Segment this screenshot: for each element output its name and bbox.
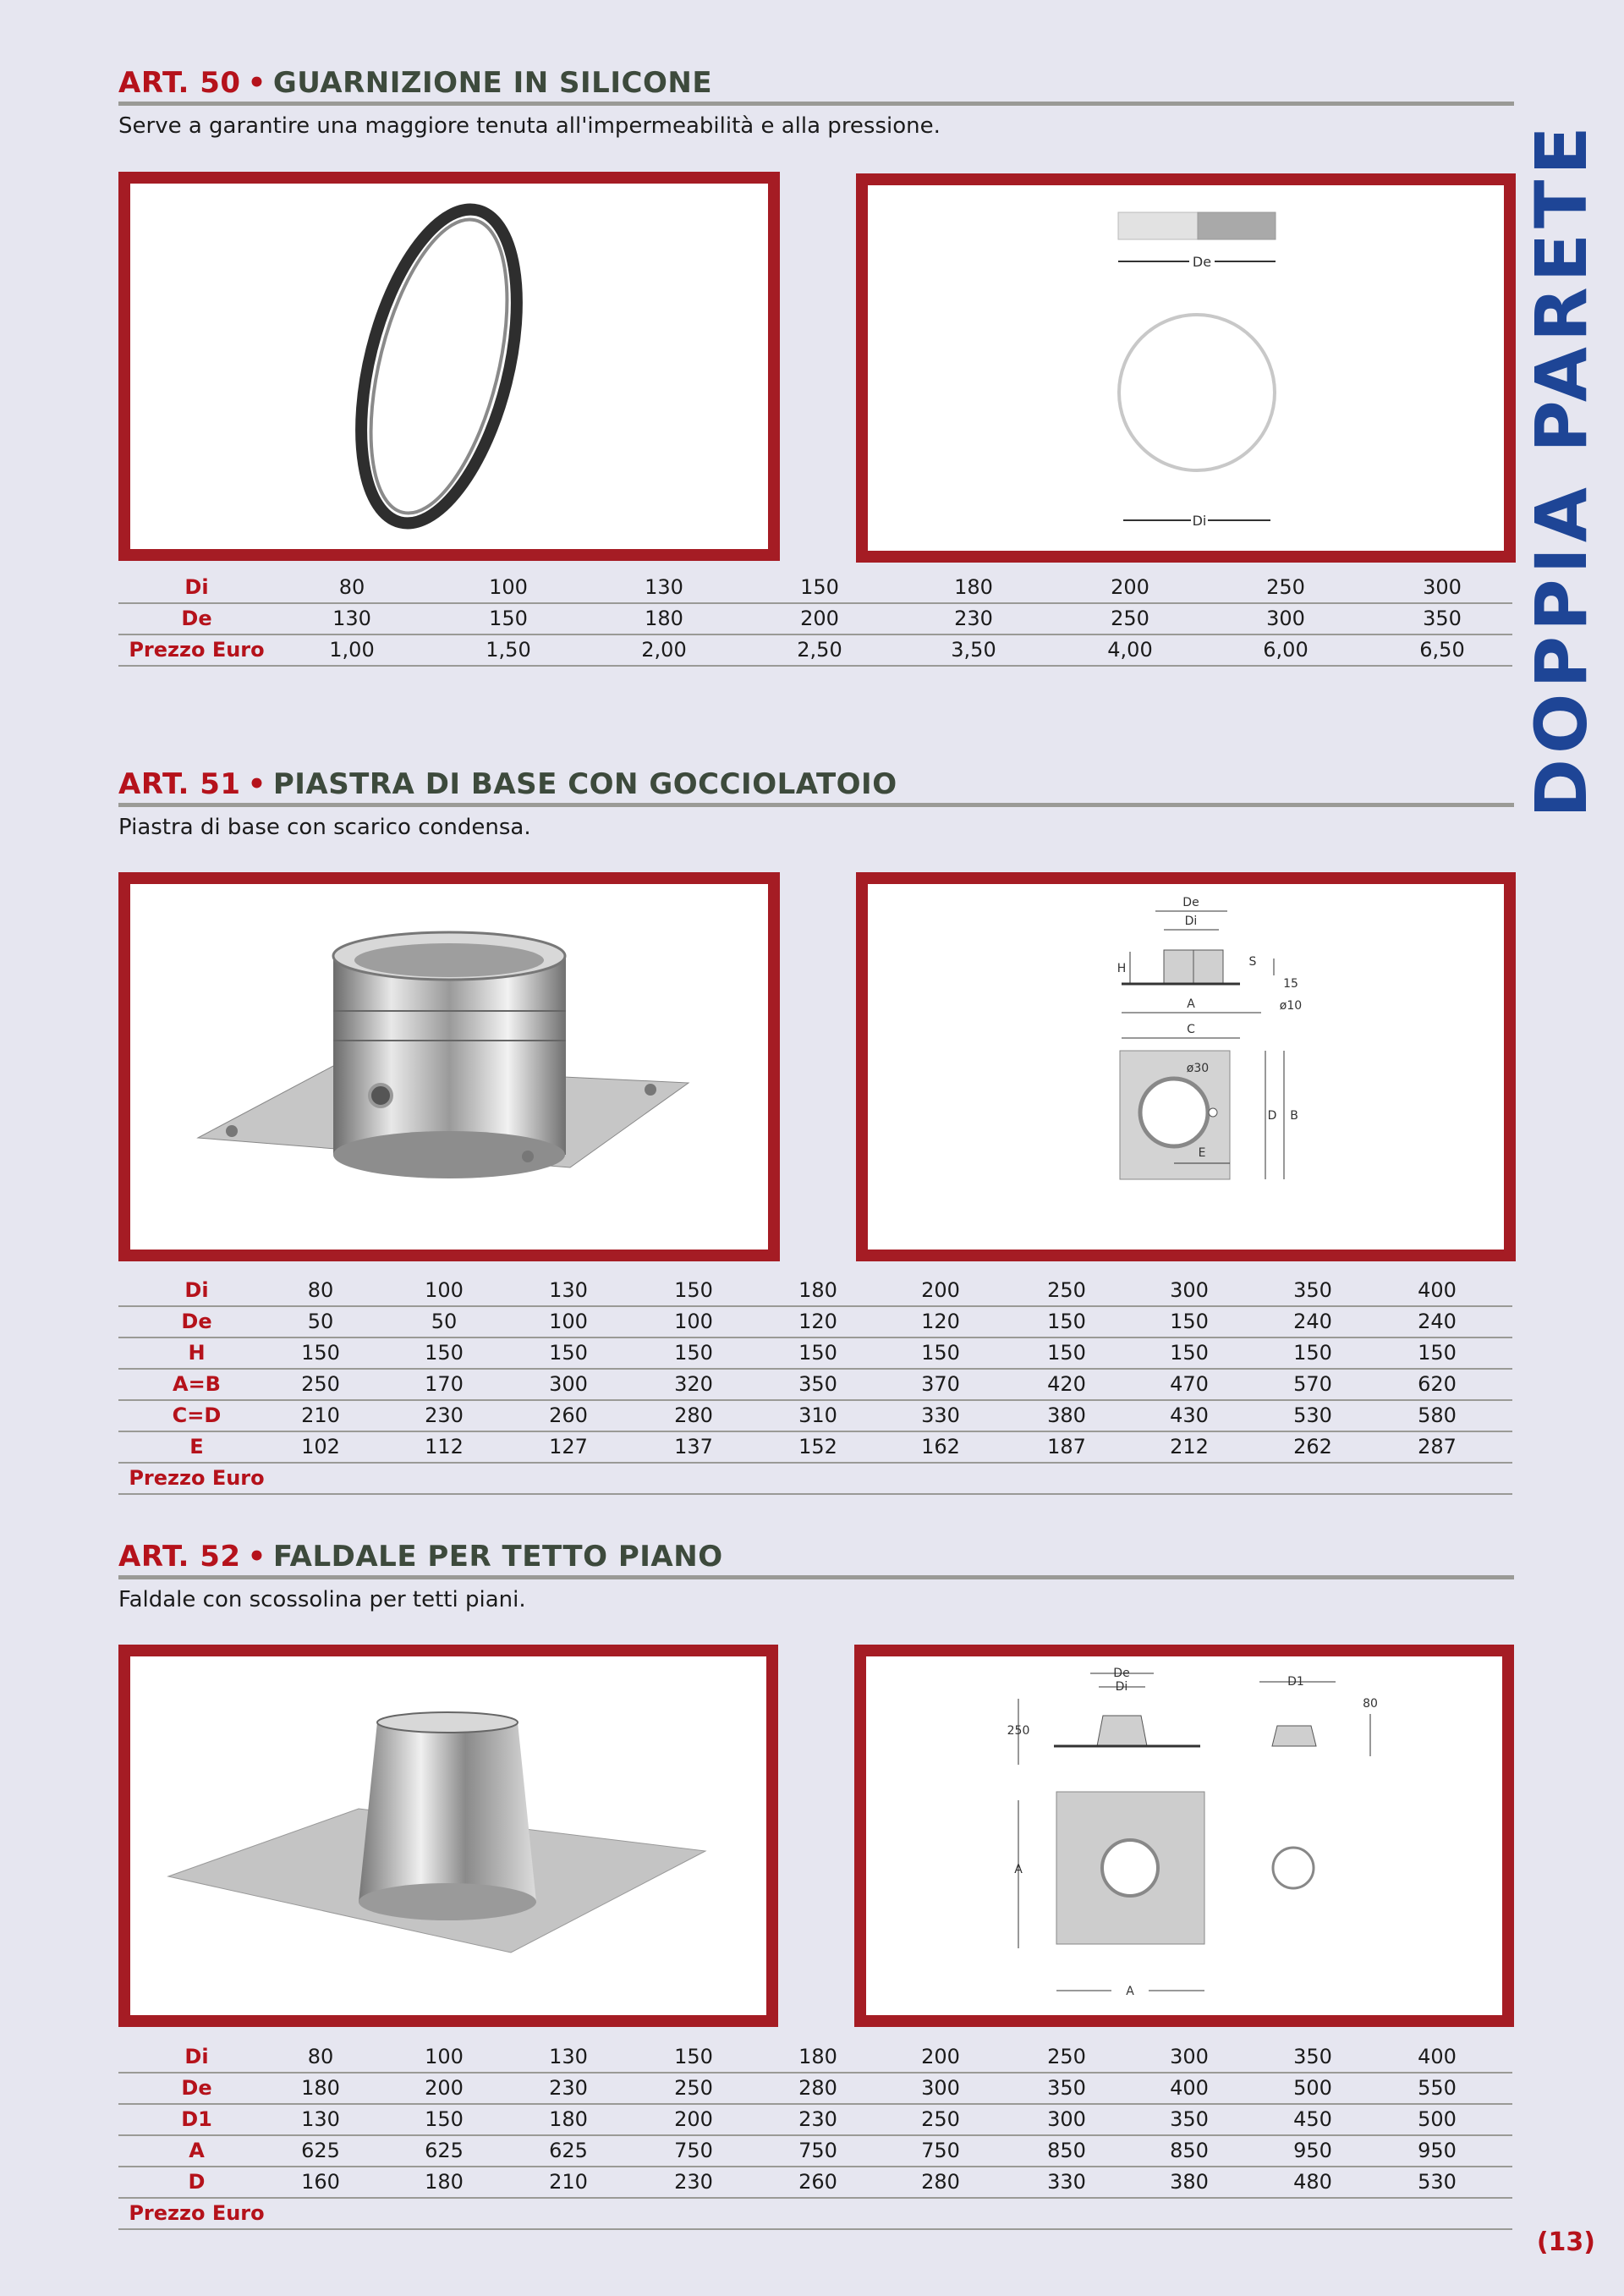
base-plate-diagram xyxy=(868,884,1504,1250)
table-row xyxy=(118,604,1512,635)
table-cell: 287 xyxy=(1418,1435,1457,1458)
table-cell: 150 xyxy=(1047,1310,1086,1333)
table-cell: 300 xyxy=(1423,575,1462,599)
table-cell: 550 xyxy=(1418,2076,1457,2100)
row-label: Di xyxy=(184,2045,209,2068)
dim-label-a: A xyxy=(1187,997,1195,1011)
table-cell: 210 xyxy=(549,2170,588,2194)
table-cell: 180 xyxy=(798,1278,837,1302)
table-cell: 130 xyxy=(549,1278,588,1302)
art50-code: ART. 50 xyxy=(118,66,241,100)
table-cell: 150 xyxy=(1047,1341,1086,1365)
table-cell: 150 xyxy=(425,2107,464,2131)
table-cell: 180 xyxy=(301,2076,340,2100)
table-cell: 420 xyxy=(1047,1372,1086,1396)
table-cell: 80 xyxy=(307,1278,334,1302)
art52-diagram-frame xyxy=(854,1645,1514,2027)
table-cell: 400 xyxy=(1418,1278,1457,1302)
table-cell: 130 xyxy=(332,607,371,630)
dim-label-h: H xyxy=(1116,962,1127,975)
table-cell: 150 xyxy=(489,607,528,630)
table-cell: 210 xyxy=(301,1403,340,1427)
table-cell: 130 xyxy=(549,2045,588,2068)
table-cell: 480 xyxy=(1293,2170,1332,2194)
art52-spec-table xyxy=(118,2042,1512,2230)
table-cell: 150 xyxy=(798,1341,837,1365)
dim-label-de: De xyxy=(1192,254,1212,270)
table-cell: 250 xyxy=(674,2076,713,2100)
art51-title xyxy=(118,767,1514,807)
table-row xyxy=(118,2074,1512,2105)
table-cell: 212 xyxy=(1170,1435,1209,1458)
dim-label-de: De xyxy=(1182,896,1199,909)
table-cell: 200 xyxy=(425,2076,464,2100)
dim-label-a-vertical: A xyxy=(1014,1863,1023,1876)
table-cell: 350 xyxy=(1170,2107,1209,2131)
table-cell: 80 xyxy=(338,575,365,599)
art52-description: Faldale con scossolina per tetti piani. xyxy=(118,1587,526,1612)
table-cell: 150 xyxy=(425,1341,464,1365)
table-cell: 750 xyxy=(674,2139,713,2162)
table-cell: 950 xyxy=(1293,2139,1332,2162)
table-cell: 300 xyxy=(1170,1278,1209,1302)
art52-name: FALDALE PER TETTO PIANO xyxy=(272,1540,723,1574)
table-cell: 150 xyxy=(1170,1310,1209,1333)
table-cell: 850 xyxy=(1047,2139,1086,2162)
gasket-ring-image xyxy=(130,184,768,549)
dim-label-di: Di xyxy=(1184,915,1198,928)
table-cell: 620 xyxy=(1418,1372,1457,1396)
row-label: D xyxy=(188,2170,206,2194)
table-cell: 240 xyxy=(1293,1310,1332,1333)
table-cell: 50 xyxy=(431,1310,458,1333)
row-label: Di xyxy=(184,1278,209,1302)
table-cell: 280 xyxy=(921,2170,960,2194)
table-cell: 262 xyxy=(1293,1435,1332,1458)
table-cell: 120 xyxy=(921,1310,960,1333)
table-cell: 750 xyxy=(921,2139,960,2162)
bullet-icon: • xyxy=(247,66,266,100)
table-cell: 300 xyxy=(921,2076,960,2100)
table-row xyxy=(118,1338,1512,1370)
art50-photo-frame xyxy=(118,172,780,561)
table-cell: 280 xyxy=(674,1403,713,1427)
table-cell: 380 xyxy=(1047,1403,1086,1427)
table-cell: 310 xyxy=(798,1403,837,1427)
table-cell: 750 xyxy=(798,2139,837,2162)
row-label: Prezzo Euro xyxy=(129,1466,265,1490)
table-cell: 180 xyxy=(645,607,683,630)
dim-label-phi10: ø10 xyxy=(1279,999,1303,1013)
art51-photo-frame xyxy=(118,872,780,1261)
table-cell: 280 xyxy=(798,2076,837,2100)
table-row xyxy=(118,1276,1512,1307)
roof-flashing-diagram xyxy=(866,1656,1502,2015)
table-row xyxy=(118,635,1512,667)
table-cell: 260 xyxy=(549,1403,588,1427)
dim-label-80: 80 xyxy=(1363,1697,1378,1711)
dim-label-c: C xyxy=(1187,1023,1195,1036)
art51-spec-table xyxy=(118,1276,1512,1495)
table-row xyxy=(118,1464,1512,1495)
dim-label-de: De xyxy=(1113,1667,1130,1680)
table-cell: 530 xyxy=(1418,2170,1457,2194)
table-cell: 625 xyxy=(425,2139,464,2162)
table-cell: 150 xyxy=(674,1278,713,1302)
table-row xyxy=(118,573,1512,604)
table-cell: 150 xyxy=(674,2045,713,2068)
dim-label-e: E xyxy=(1198,1146,1206,1160)
table-cell: 370 xyxy=(921,1372,960,1396)
table-cell: 230 xyxy=(954,607,993,630)
dim-label-di: Di xyxy=(1192,513,1207,529)
table-cell: 250 xyxy=(1047,2045,1086,2068)
table-cell: 100 xyxy=(549,1310,588,1333)
table-cell: 80 xyxy=(307,2045,334,2068)
side-title-text: DOPPIA PARETE xyxy=(1520,121,1603,818)
art51-code: ART. 51 xyxy=(118,767,241,801)
table-cell: 300 xyxy=(1047,2107,1086,2131)
table-cell: 180 xyxy=(425,2170,464,2194)
table-cell: 230 xyxy=(798,2107,837,2131)
art50-title xyxy=(118,66,1514,106)
table-cell: 180 xyxy=(798,2045,837,2068)
row-label: Di xyxy=(184,575,209,599)
table-cell: 230 xyxy=(674,2170,713,2194)
table-cell: 130 xyxy=(301,2107,340,2131)
table-cell: 850 xyxy=(1170,2139,1209,2162)
table-cell: 950 xyxy=(1418,2139,1457,2162)
table-cell: 240 xyxy=(1418,1310,1457,1333)
bullet-icon: • xyxy=(247,1540,266,1574)
table-cell: 3,50 xyxy=(951,638,996,662)
dim-label-250: 250 xyxy=(1007,1724,1030,1738)
table-cell: 260 xyxy=(798,2170,837,2194)
table-row xyxy=(118,2105,1512,2136)
table-cell: 500 xyxy=(1418,2107,1457,2131)
art50-description: Serve a garantire una maggiore tenuta all'impermeabilità e alla pressione. xyxy=(118,113,941,139)
table-cell: 112 xyxy=(425,1435,464,1458)
table-cell: 230 xyxy=(549,2076,588,2100)
table-cell: 100 xyxy=(489,575,528,599)
table-cell: 300 xyxy=(549,1372,588,1396)
row-label: H xyxy=(188,1341,206,1365)
table-cell: 350 xyxy=(798,1372,837,1396)
art52-photo-frame xyxy=(118,1645,778,2027)
art51-description: Piastra di base con scarico condensa. xyxy=(118,815,531,840)
table-cell: 150 xyxy=(549,1341,588,1365)
table-cell: 162 xyxy=(921,1435,960,1458)
row-label: D1 xyxy=(181,2107,212,2131)
table-cell: 530 xyxy=(1293,1403,1332,1427)
art50-spec-table xyxy=(118,573,1512,667)
table-cell: 250 xyxy=(921,2107,960,2131)
table-cell: 6,50 xyxy=(1419,638,1465,662)
table-cell: 102 xyxy=(301,1435,340,1458)
table-cell: 430 xyxy=(1170,1403,1209,1427)
row-label: A xyxy=(189,2139,205,2162)
row-label: De xyxy=(181,607,212,630)
table-cell: 200 xyxy=(921,1278,960,1302)
table-cell: 4,00 xyxy=(1107,638,1153,662)
row-label: De xyxy=(181,2076,212,2100)
bullet-icon: • xyxy=(247,767,266,801)
table-cell: 580 xyxy=(1418,1403,1457,1427)
row-label: De xyxy=(181,1310,212,1333)
art51-name: PIASTRA DI BASE CON GOCCIOLATOIO xyxy=(272,767,897,801)
table-cell: 500 xyxy=(1293,2076,1332,2100)
table-cell: 350 xyxy=(1423,607,1462,630)
table-cell: 150 xyxy=(1170,1341,1209,1365)
table-cell: 320 xyxy=(674,1372,713,1396)
table-cell: 2,50 xyxy=(797,638,842,662)
art52-code: ART. 52 xyxy=(118,1540,241,1574)
row-label: C=D xyxy=(172,1403,222,1427)
row-label: E xyxy=(189,1435,204,1458)
table-cell: 350 xyxy=(1047,2076,1086,2100)
table-cell: 187 xyxy=(1047,1435,1086,1458)
art51-diagram-frame xyxy=(856,872,1516,1261)
table-cell: 570 xyxy=(1293,1372,1332,1396)
side-title xyxy=(1519,118,1604,821)
table-row xyxy=(118,1401,1512,1432)
table-cell: 450 xyxy=(1293,2107,1332,2131)
table-row xyxy=(118,2136,1512,2167)
dim-label-b: B xyxy=(1290,1109,1298,1123)
table-cell: 400 xyxy=(1170,2076,1209,2100)
table-row xyxy=(118,2167,1512,2199)
table-cell: 200 xyxy=(1111,575,1149,599)
table-cell: 150 xyxy=(800,575,839,599)
table-cell: 250 xyxy=(1266,575,1305,599)
row-label: A=B xyxy=(173,1372,221,1396)
table-cell: 625 xyxy=(301,2139,340,2162)
table-cell: 170 xyxy=(425,1372,464,1396)
table-cell: 180 xyxy=(549,2107,588,2131)
table-row xyxy=(118,2042,1512,2074)
table-cell: 250 xyxy=(1111,607,1149,630)
dim-label-d: D xyxy=(1267,1109,1277,1123)
table-cell: 250 xyxy=(1047,1278,1086,1302)
table-cell: 100 xyxy=(425,1278,464,1302)
table-row xyxy=(118,1370,1512,1401)
row-label: Prezzo Euro xyxy=(129,638,265,662)
dim-label-15: 15 xyxy=(1283,977,1298,991)
art50-diagram-frame xyxy=(856,173,1516,563)
dim-label-s: S xyxy=(1248,955,1257,969)
table-cell: 120 xyxy=(798,1310,837,1333)
table-cell: 160 xyxy=(301,2170,340,2194)
table-cell: 300 xyxy=(1170,2045,1209,2068)
table-row xyxy=(118,2199,1512,2230)
table-cell: 330 xyxy=(1047,2170,1086,2194)
table-cell: 150 xyxy=(674,1341,713,1365)
table-cell: 400 xyxy=(1418,2045,1457,2068)
table-cell: 150 xyxy=(1418,1341,1457,1365)
table-cell: 200 xyxy=(921,2045,960,2068)
table-cell: 50 xyxy=(307,1310,334,1333)
art50-name: GUARNIZIONE IN SILICONE xyxy=(272,66,713,100)
table-cell: 137 xyxy=(674,1435,713,1458)
dim-label-d1: D1 xyxy=(1287,1675,1304,1689)
dim-label-di: Di xyxy=(1115,1680,1128,1694)
table-cell: 350 xyxy=(1293,1278,1332,1302)
table-cell: 300 xyxy=(1266,607,1305,630)
page-number: (13) xyxy=(1536,2227,1595,2257)
dim-label-a-horizontal: A xyxy=(1126,1985,1134,1998)
table-cell: 625 xyxy=(549,2139,588,2162)
table-cell: 200 xyxy=(800,607,839,630)
row-label: Prezzo Euro xyxy=(129,2201,265,2225)
table-row xyxy=(118,1307,1512,1338)
art52-title xyxy=(118,1540,1514,1579)
table-row xyxy=(118,1432,1512,1464)
table-cell: 200 xyxy=(674,2107,713,2131)
roof-flashing-image xyxy=(130,1656,766,2015)
table-cell: 230 xyxy=(425,1403,464,1427)
table-cell: 150 xyxy=(1293,1341,1332,1365)
table-cell: 100 xyxy=(674,1310,713,1333)
table-cell: 180 xyxy=(954,575,993,599)
table-cell: 350 xyxy=(1293,2045,1332,2068)
table-cell: 127 xyxy=(549,1435,588,1458)
table-cell: 152 xyxy=(798,1435,837,1458)
table-cell: 2,00 xyxy=(641,638,687,662)
table-cell: 250 xyxy=(301,1372,340,1396)
table-cell: 470 xyxy=(1170,1372,1209,1396)
table-cell: 150 xyxy=(921,1341,960,1365)
table-cell: 1,50 xyxy=(486,638,531,662)
table-cell: 130 xyxy=(645,575,683,599)
table-cell: 150 xyxy=(301,1341,340,1365)
table-cell: 330 xyxy=(921,1403,960,1427)
table-cell: 1,00 xyxy=(329,638,375,662)
gasket-diagram xyxy=(868,185,1504,551)
table-cell: 100 xyxy=(425,2045,464,2068)
table-cell: 380 xyxy=(1170,2170,1209,2194)
table-cell: 6,00 xyxy=(1263,638,1309,662)
dim-label-phi30: ø30 xyxy=(1186,1062,1210,1075)
base-plate-image xyxy=(130,884,768,1250)
